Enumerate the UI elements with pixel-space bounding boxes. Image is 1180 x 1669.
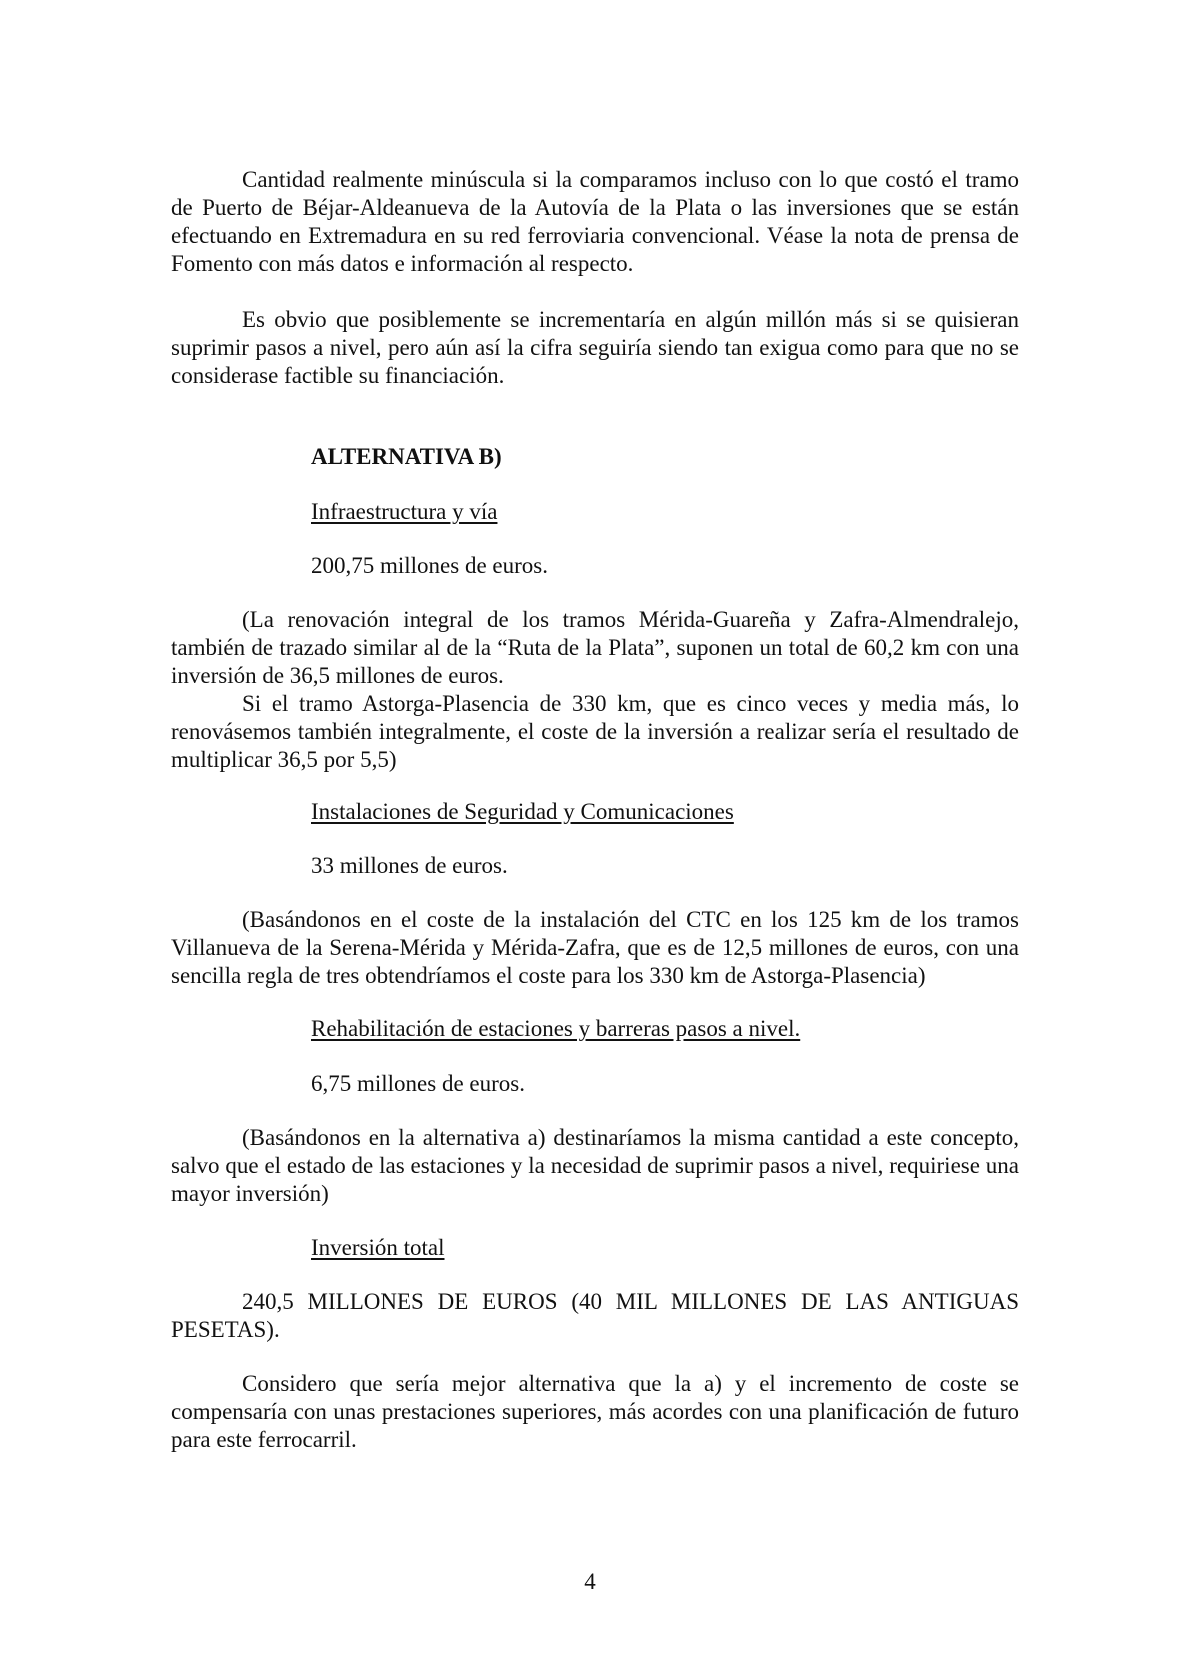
section-heading-alternativa-b: ALTERNATIVA B) [311,444,502,469]
page-number: 4 [584,1569,596,1594]
paragraph-es-obvio: Es obvio que posiblemente se incrementaría en algún millón más si se quisieran suprimir pasos a nivel, pero aún así la cifra seguiría siendo tan exigua como para que no se considerase factible su financiación. [171,307,1019,388]
note-renovacion-integral: (La renovación integral de los tramos Mérida-Guareña y Zafra-Almendralejo, también de trazado similar al de la “Ruta de la Plata”, suponen un total de 60,2 km con una inversión de 36,5 millones de euros. [171,607,1019,688]
subheading-infraestructura: Infraestructura y vía [311,499,498,524]
note-tramo-astorga: Si el tramo Astorga-Plasencia de 330 km, que es cinco veces y media más, lo renovásemos también integralmente, el coste de la inversión a realizar sería el resultado de multiplicar 36,5 por 5,5) [171,691,1019,772]
amount-seguridad: 33 millones de euros. [311,853,508,878]
subheading-inversion-total: Inversión total [311,1235,445,1260]
subheading-seguridad: Instalaciones de Seguridad y Comunicaciones [311,799,734,824]
amount-inversion-total: 240,5 MILLONES DE EUROS (40 MIL MILLONES DE LAS ANTIGUAS PESETAS). [171,1289,1019,1342]
paragraph-conclusion: Considero que sería mejor alternativa que la a) y el incremento de coste se compensaría con unas prestaciones superiores, más acordes con una planificación de futuro para este ferrocarril. [171,1371,1019,1452]
amount-infraestructura: 200,75 millones de euros. [311,553,548,578]
note-alternativa-a: (Basándonos en la alternativa a) destinaríamos la misma cantidad a este concepto, salvo que el estado de las estaciones y la necesidad de suprimir pasos a nivel, requiriese una mayor inversión) [171,1125,1019,1206]
paragraph-cantidad: Cantidad realmente minúscula si la comparamos incluso con lo que costó el tramo de Puerto de Béjar-Aldeanueva de la Autovía de la Plata o las inversiones que se están efectuando en Extremadura en su red ferroviaria convencional. Véase la nota de prensa de Fomento con más datos e información al respecto. [171,167,1019,276]
subheading-estaciones: Rehabilitación de estaciones y barreras pasos a nivel. [311,1016,801,1041]
amount-estaciones: 6,75 millones de euros. [311,1071,525,1096]
note-ctc: (Basándonos en el coste de la instalación del CTC en los 125 km de los tramos Villanueva de la Serena-Mérida y Mérida-Zafra, que es de 12,5 millones de euros, con una sencilla regla de tres obtendríamos el coste para los 330 km de Astorga-Plasencia) [171,907,1019,988]
